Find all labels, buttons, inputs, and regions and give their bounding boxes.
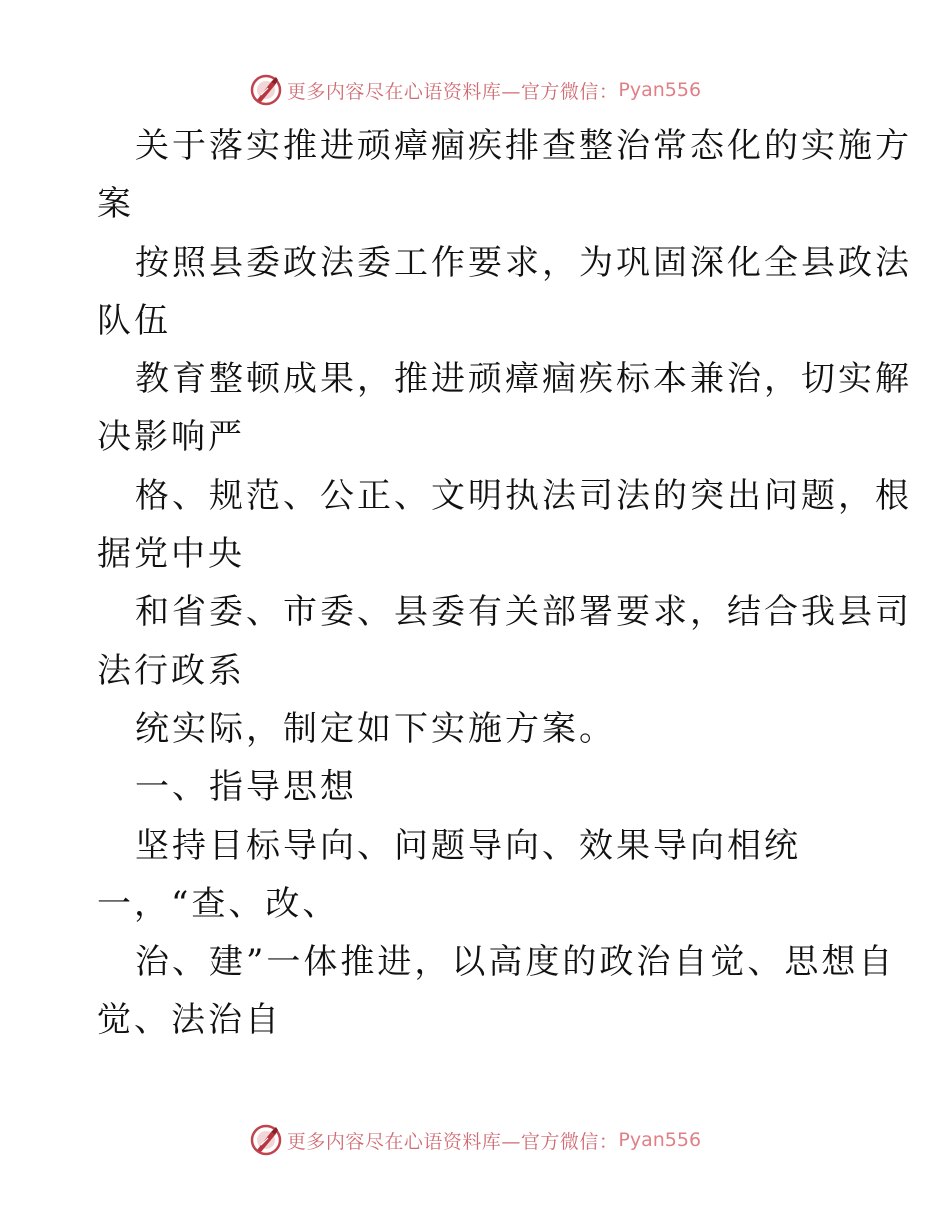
paragraph-line: 按照县委政法委工作要求，为巩固深化全县政法 [135,242,912,283]
paragraph-line: 一，“查、改、 [97,883,340,924]
watermark-wechat-id: Pyan556 [618,1129,702,1151]
paragraph-line: 和省委、市委、县委有关部署要求，结合我县司 [135,592,912,633]
paragraph-line: 坚持目标导向、问题导向、效果导向相统 [135,825,801,866]
document-body [97,117,912,1050]
paragraph-line: 格、规范、公正、文明执法司法的突出问题，根 [135,475,912,516]
document-title-line: 案 [97,184,134,225]
section-heading: 一、指导思想 [135,767,357,808]
paragraph-line: 法行政系 [97,650,245,691]
paragraph-line: 据党中央 [97,534,245,575]
quill-pen-seal-icon [249,73,283,107]
header-watermark [0,70,950,110]
watermark-wechat-id: Pyan556 [618,79,702,101]
watermark-text: 更多内容尽在心语资料库—官方微信： [286,1130,619,1153]
paragraph-line: 觉、法治自 [97,1000,282,1041]
paragraph-line: 决影响严 [97,417,245,458]
paragraph-line: 队伍 [97,300,171,341]
paragraph-line: 治、建”一体推进，以高度的政治自觉、思想自 [135,942,896,983]
paragraph-line: 统实际，制定如下实施方案。 [135,708,616,749]
watermark-text: 更多内容尽在心语资料库—官方微信： [286,80,619,103]
paragraph-line: 教育整顿成果，推进顽瘴痼疾标本兼治，切实解 [135,359,912,400]
document-title-line: 关于落实推进顽瘴痼疾排查整治常态化的实施方 [135,126,912,166]
quill-pen-seal-icon [249,1123,283,1157]
footer-watermark [0,1120,950,1160]
